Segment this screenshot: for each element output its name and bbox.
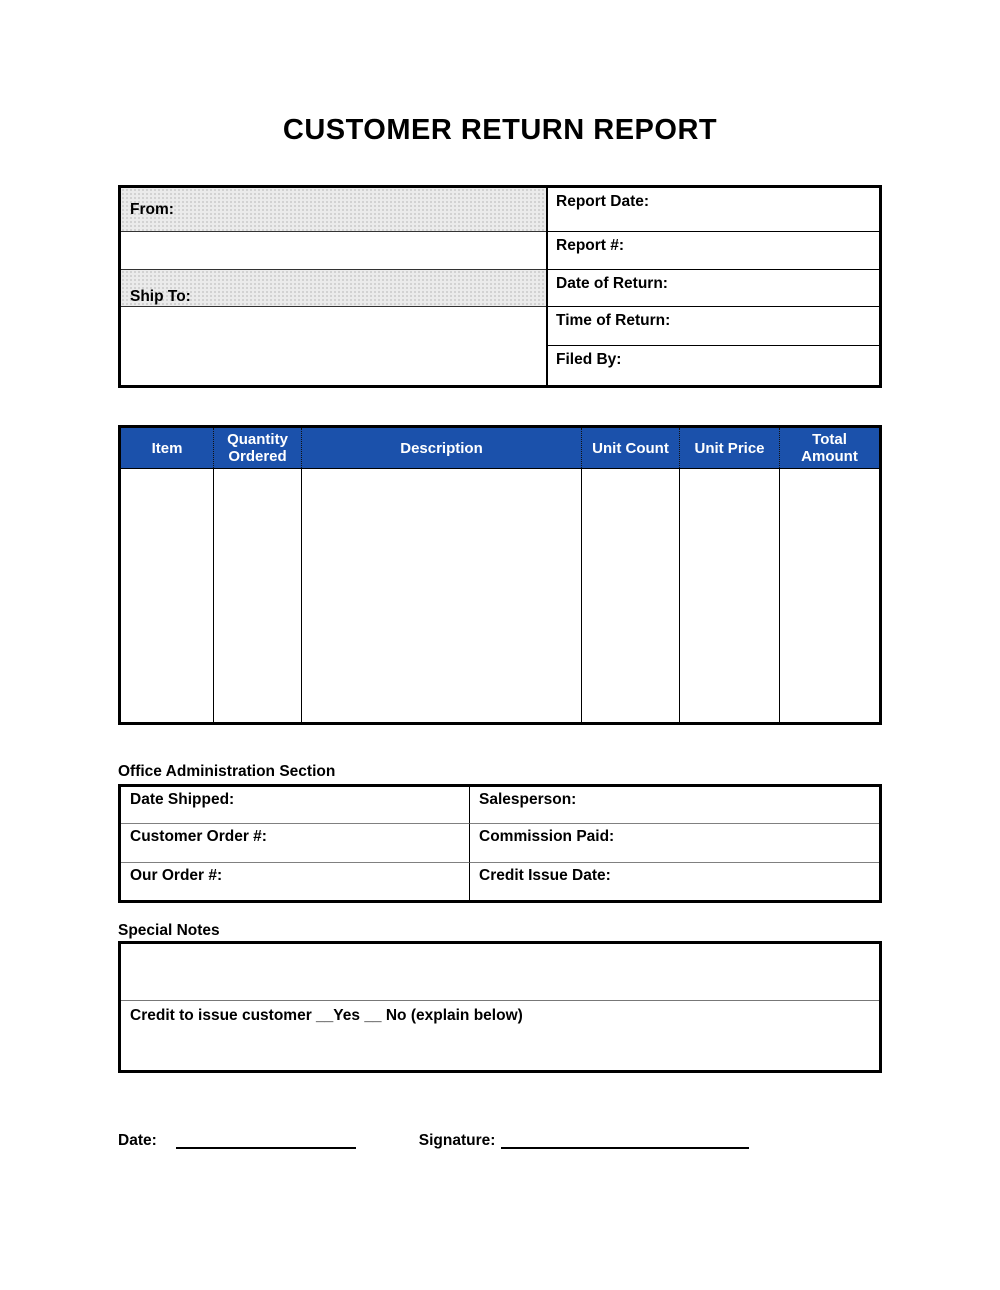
commission-paid-label: Commission Paid: — [479, 828, 615, 845]
column-header-quantity-ordered: Quantity Ordered — [214, 428, 302, 468]
date-of-return-field[interactable] — [548, 270, 879, 307]
unit-price-entry-area[interactable] — [680, 469, 780, 722]
ship-to-label: Ship To: — [130, 287, 191, 305]
from-label: From: — [130, 200, 174, 218]
credit-issue-date-label: Credit Issue Date: — [479, 867, 611, 884]
office-administration-heading: Office Administration Section — [118, 763, 336, 780]
customer-order-number-field[interactable] — [121, 824, 470, 863]
our-order-number-field[interactable] — [121, 863, 470, 900]
office-administration-table — [118, 784, 882, 903]
commission-paid-field[interactable] — [470, 824, 879, 863]
salesperson-field[interactable] — [470, 787, 879, 824]
report-number-field[interactable] — [548, 232, 879, 270]
unit-count-entry-area[interactable] — [582, 469, 680, 722]
header-info-right-column — [548, 188, 879, 385]
ship-to-value-area[interactable] — [121, 307, 546, 385]
column-header-unit-price: Unit Price — [680, 428, 780, 468]
filed-by-field[interactable] — [548, 346, 879, 385]
signature-entry-line[interactable] — [501, 1132, 749, 1149]
header-info-table — [118, 185, 882, 388]
page-title: CUSTOMER RETURN REPORT — [282, 114, 718, 146]
item-column-entry-area[interactable] — [121, 469, 214, 722]
report-number-label: Report #: — [556, 237, 625, 254]
time-of-return-label: Time of Return: — [556, 312, 671, 329]
special-notes-heading: Special Notes — [118, 922, 220, 939]
credit-issue-date-field[interactable] — [470, 863, 879, 900]
customer-order-number-label: Customer Order #: — [130, 828, 267, 845]
ship-to-field[interactable] — [121, 270, 546, 307]
column-header-unit-count: Unit Count — [582, 428, 680, 468]
column-header-item: Item — [121, 428, 214, 468]
total-amount-entry-area[interactable] — [780, 469, 879, 722]
salesperson-label: Salesperson: — [479, 791, 577, 808]
report-date-field[interactable] — [548, 188, 879, 232]
date-of-return-label: Date of Return: — [556, 275, 668, 292]
credit-to-issue-label: Credit to issue customer __Yes __ No (explain below) — [130, 1007, 523, 1024]
items-table-header-row — [121, 428, 879, 469]
header-info-left-column — [121, 188, 548, 385]
credit-to-issue-row[interactable] — [121, 1001, 879, 1070]
special-notes-entry-area[interactable] — [121, 944, 879, 1001]
date-shipped-label: Date Shipped: — [130, 791, 235, 808]
column-header-total-amount: Total Amount — [801, 431, 858, 465]
from-field[interactable] — [121, 188, 546, 232]
quantity-ordered-entry-area[interactable] — [214, 469, 302, 722]
from-value-area[interactable] — [121, 232, 546, 270]
footer-signature-row — [118, 1130, 749, 1149]
column-header-description: Description — [302, 428, 582, 468]
special-notes-box — [118, 941, 882, 1073]
items-table — [118, 425, 882, 725]
date-shipped-field[interactable] — [121, 787, 470, 824]
report-date-label: Report Date: — [556, 193, 650, 210]
our-order-number-label: Our Order #: — [130, 867, 223, 884]
filed-by-label: Filed By: — [556, 351, 622, 368]
date-entry-line[interactable] — [176, 1132, 356, 1149]
time-of-return-field[interactable] — [548, 307, 879, 346]
signature-label: Signature: — [418, 1131, 496, 1149]
items-table-body — [121, 469, 879, 722]
description-entry-area[interactable] — [302, 469, 582, 722]
date-label: Date: — [118, 1131, 157, 1149]
